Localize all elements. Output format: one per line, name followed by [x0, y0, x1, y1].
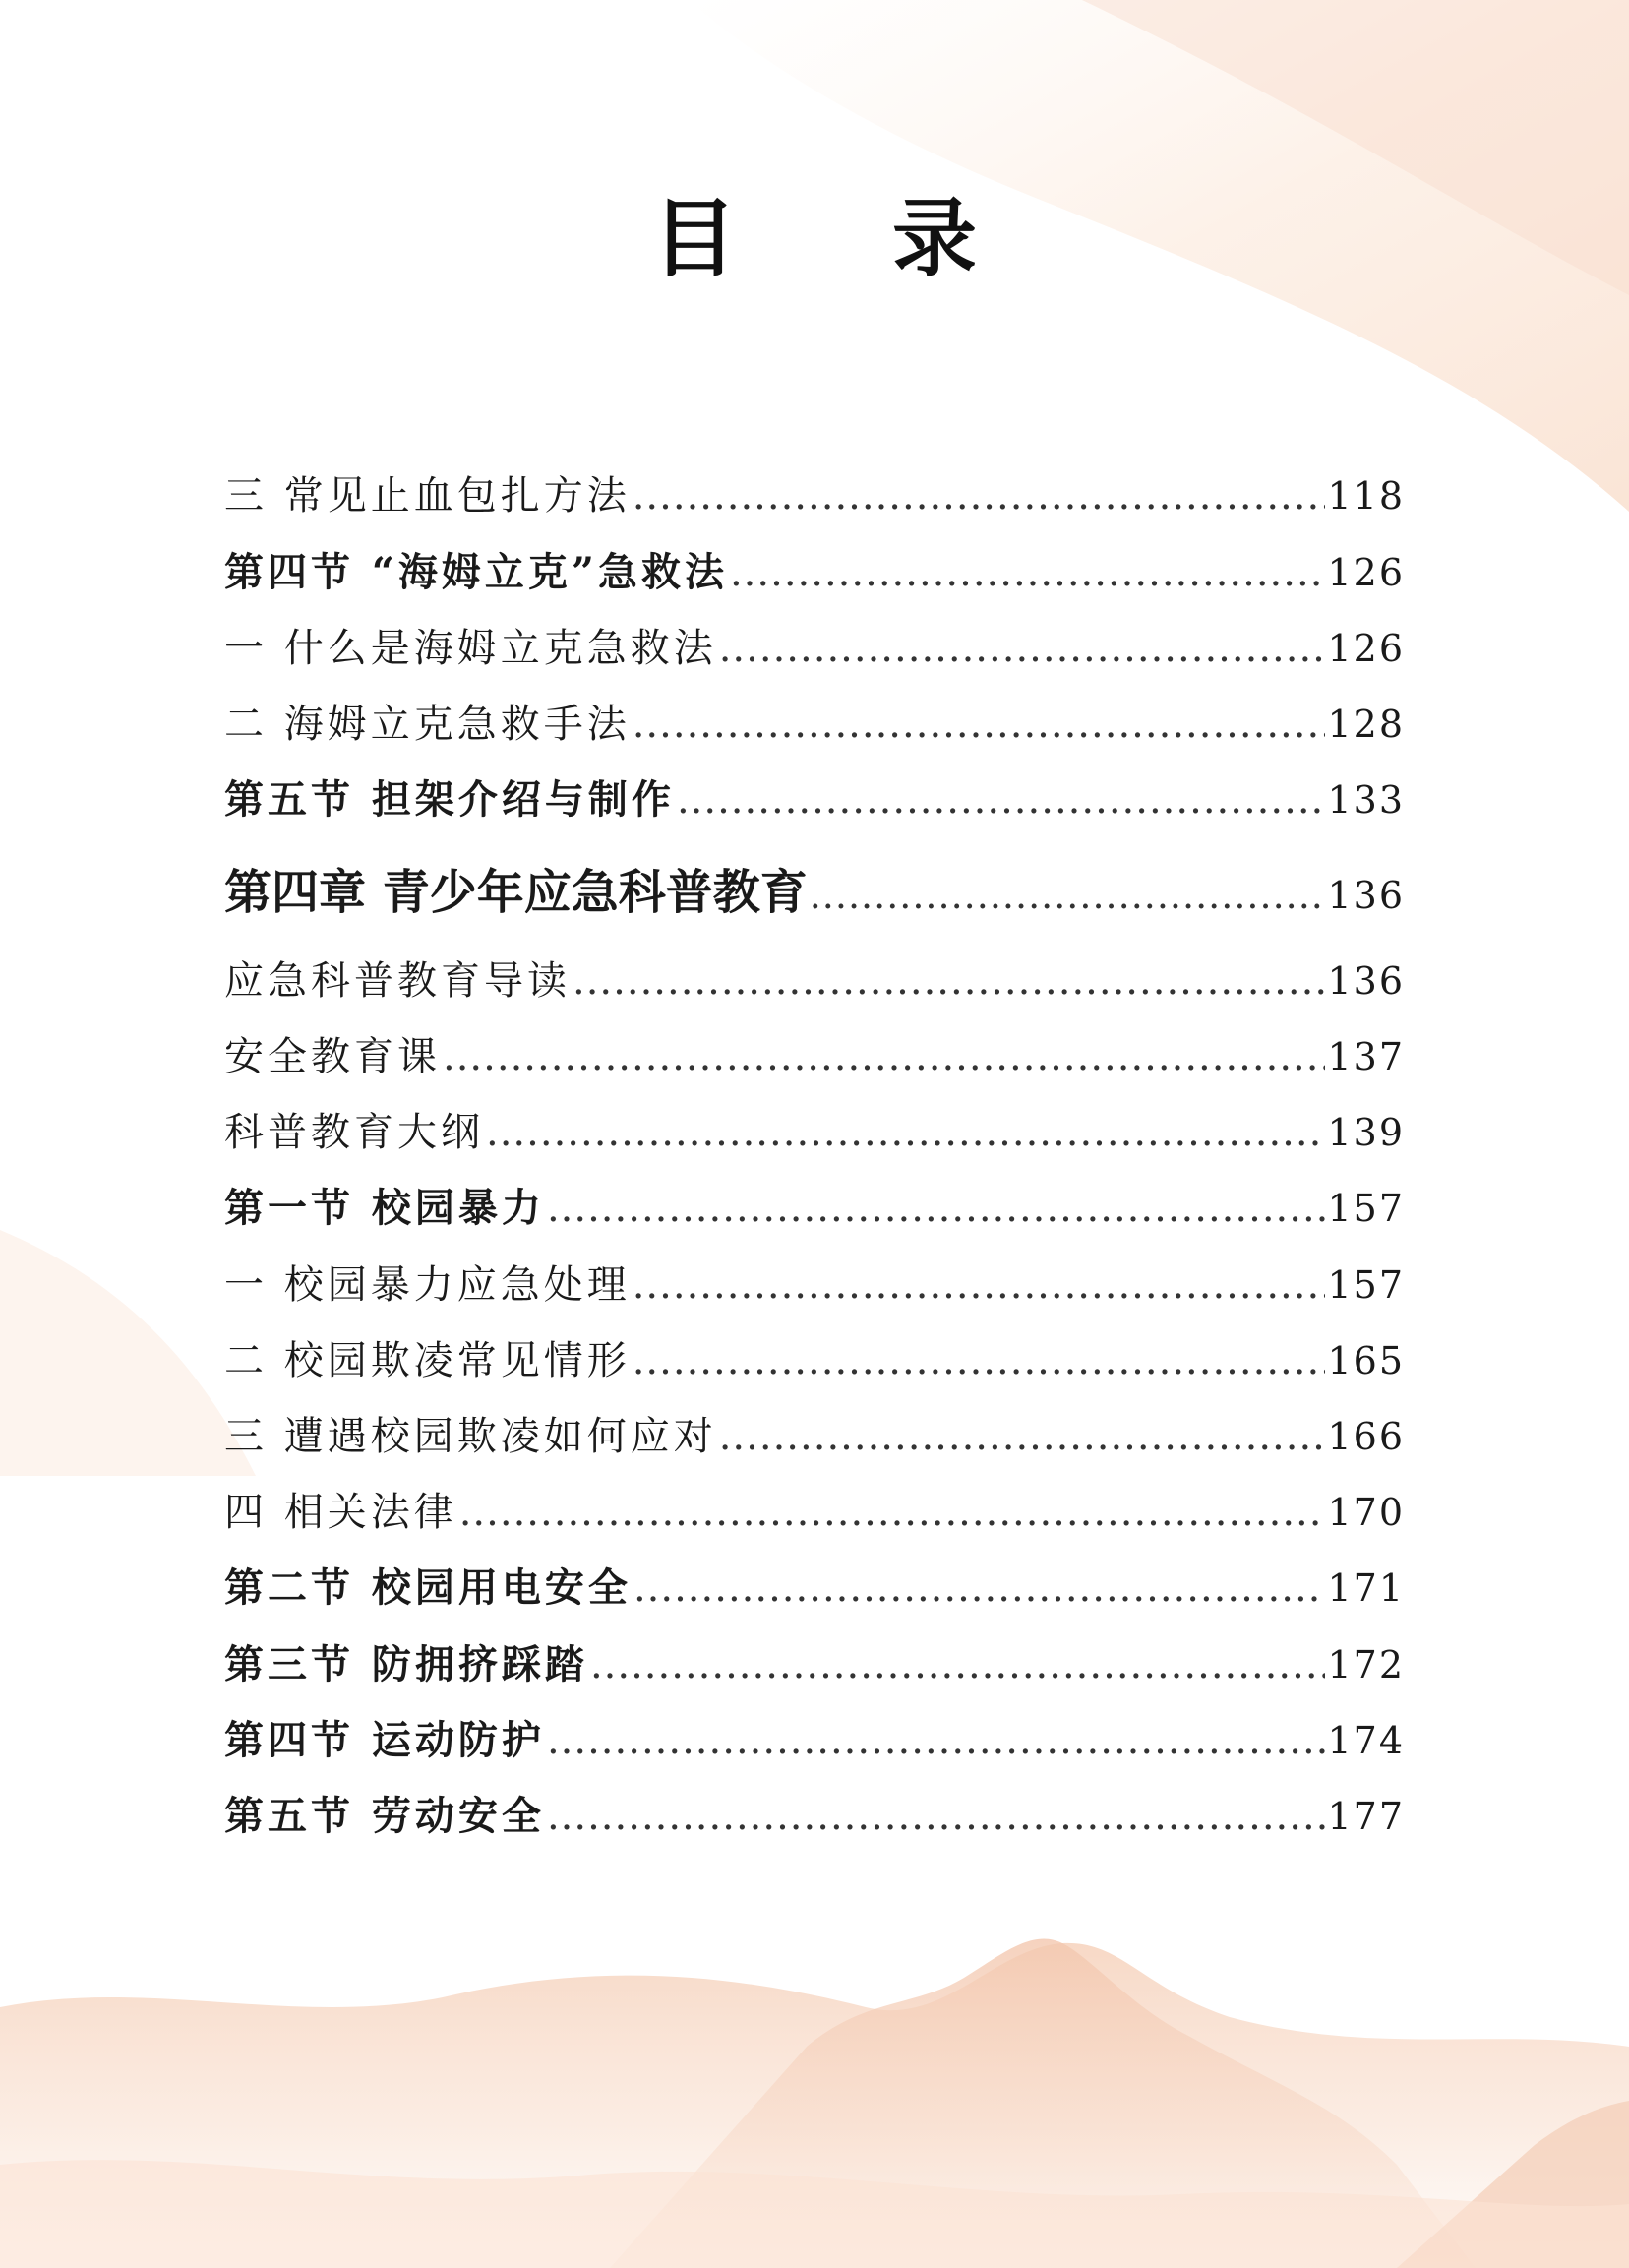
toc-entry-page-number: 157 — [1327, 1187, 1405, 1230]
toc-entry-label: 第五节 担架介绍与制作 — [224, 776, 675, 823]
toc-entry[interactable] — [224, 950, 1405, 1006]
toc-leader-dots — [634, 1565, 1326, 1611]
page-title: 目 录 — [652, 190, 1040, 288]
toc-leader-dots — [633, 473, 1326, 519]
toc-entry-label: 第二节 校园用电安全 — [224, 1564, 632, 1611]
toc-entry[interactable] — [224, 1557, 1405, 1613]
toc-entry-label: 科普教育大纲 — [224, 1110, 484, 1155]
toc-entry[interactable] — [224, 693, 1405, 749]
toc-entry-page-number: 165 — [1327, 1339, 1405, 1382]
toc-entry-label: 四 相关法律 — [224, 1490, 457, 1535]
toc-entry[interactable] — [224, 1633, 1405, 1689]
toc-entry[interactable] — [224, 1254, 1405, 1310]
toc-entry-page-number: 157 — [1327, 1263, 1405, 1307]
toc-entry-label: 第五节 劳动安全 — [224, 1793, 545, 1839]
toc-entry-page-number: 137 — [1327, 1035, 1405, 1078]
toc-entry[interactable] — [224, 1405, 1405, 1461]
toc-entry[interactable] — [224, 768, 1405, 825]
toc-leader-dots — [547, 1794, 1326, 1839]
toc-entry-page-number: 170 — [1327, 1491, 1405, 1534]
toc-entry-page-number: 177 — [1327, 1795, 1405, 1838]
toc-entry-page-number: 172 — [1327, 1643, 1405, 1686]
toc-entry-page-number: 136 — [1327, 959, 1405, 1003]
toc-entry-page-number: 136 — [1327, 874, 1405, 917]
toc-leader-dots — [633, 702, 1326, 747]
toc-leader-dots — [810, 874, 1326, 917]
toc-entry[interactable] — [224, 617, 1405, 673]
toc-entry-label: 第四章 青少年应急科普教育 — [224, 865, 808, 920]
toc-entry-label: 第四节 “海姆立克”急救法 — [224, 549, 728, 595]
toc-leader-dots — [677, 777, 1326, 823]
toc-entry[interactable] — [224, 1177, 1405, 1233]
toc-leader-dots — [443, 1034, 1325, 1079]
toc-entry-label: 二 校园欺凌常见情形 — [224, 1338, 631, 1383]
toc-entry[interactable] — [224, 1329, 1405, 1385]
toc-leader-dots — [547, 1186, 1326, 1231]
toc-entry-page-number: 166 — [1327, 1415, 1405, 1458]
toc-entry-label: 二 海姆立克急救手法 — [224, 702, 631, 747]
toc-entry-page-number: 174 — [1327, 1719, 1405, 1762]
toc-entry-label: 第四节 运动防护 — [224, 1717, 545, 1763]
toc-entry-label: 安全教育课 — [224, 1034, 441, 1079]
toc-leader-dots — [633, 1262, 1326, 1308]
toc-entry-page-number: 118 — [1327, 474, 1405, 518]
toc-entry[interactable] — [224, 1025, 1405, 1081]
toc-entry[interactable] — [224, 1101, 1405, 1157]
toc-entry[interactable] — [224, 464, 1405, 521]
toc-entry[interactable] — [224, 1709, 1405, 1765]
toc-leader-dots — [459, 1490, 1326, 1535]
toc-entry-page-number: 171 — [1327, 1566, 1405, 1610]
toc-entry-label: 一 校园暴力应急处理 — [224, 1262, 631, 1308]
toc-leader-dots — [730, 550, 1326, 595]
toc-entry-label: 应急科普教育导读 — [224, 958, 571, 1004]
toc-entry-page-number: 139 — [1327, 1111, 1405, 1154]
toc-entry-page-number: 128 — [1327, 703, 1405, 746]
toc-entry[interactable] — [224, 1785, 1405, 1841]
toc-entry-page-number: 126 — [1327, 627, 1405, 670]
toc-leader-dots — [547, 1718, 1326, 1763]
toc-entry-page-number: 133 — [1327, 778, 1405, 822]
toc-entry-label: 一 什么是海姆立克急救法 — [224, 626, 717, 671]
toc-entry-label: 第三节 防拥挤踩踏 — [224, 1641, 588, 1687]
toc-entry[interactable] — [224, 541, 1405, 597]
toc-leader-dots — [573, 958, 1325, 1004]
toc-entry-label: 三 常见止血包扎方法 — [224, 473, 631, 519]
toc-leader-dots — [719, 626, 1326, 671]
toc-leader-dots — [486, 1110, 1325, 1155]
toc-leader-dots — [633, 1338, 1326, 1383]
toc-entry-label: 三 遭遇校园欺凌如何应对 — [224, 1414, 717, 1459]
toc-entry[interactable] — [224, 854, 1405, 922]
toc-entry-page-number: 126 — [1327, 551, 1405, 594]
toc-entry-label: 第一节 校园暴力 — [224, 1185, 545, 1231]
toc-leader-dots — [590, 1642, 1326, 1687]
left-wash — [0, 1230, 256, 1476]
toc-entry[interactable] — [224, 1481, 1405, 1537]
toc-leader-dots — [719, 1414, 1326, 1459]
